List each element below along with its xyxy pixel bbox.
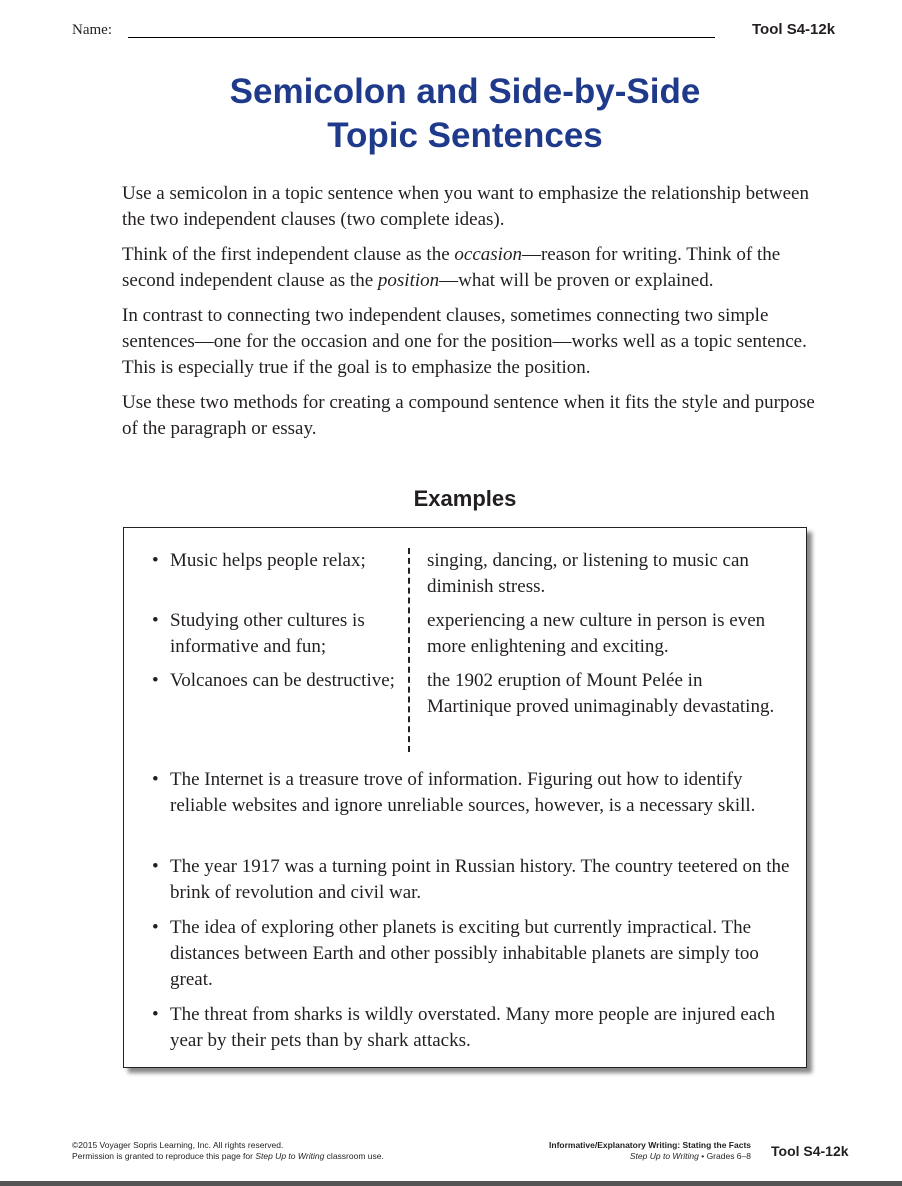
text: Permission is granted to reproduce this page for [72,1151,256,1161]
text: —what will be proven or explained. [439,270,714,291]
intro-paragraph-2 [122,242,822,294]
semicolon-example-clause-1 [152,548,400,574]
bullet: • [152,769,159,790]
side-by-side-example [152,854,790,906]
column-divider [408,548,410,752]
tool-id: Tool S4-12k [752,21,836,38]
side-by-side-example [152,767,790,819]
footer-tool-id: Tool S4-12k [771,1143,849,1159]
clause-text: Volcanoes can be destructive; [170,670,395,691]
product-name: Step Up to Writing [629,1151,699,1161]
bullet: • [152,610,159,631]
footer-copyright [72,1140,384,1162]
examples-heading: Examples [413,486,517,511]
copyright-text: ©2015 Voyager Sopris Learning, Inc. All rights reserved. [72,1140,284,1150]
text: Think of the first independent clause as the [122,244,455,265]
intro-paragraph-3: In contrast to connecting two independent clauses, sometimes connecting two simple sentences—one for the occasion and one for the position—works well as a topic sentence. This is especially true if the goal is to emphasize the position. [122,305,807,378]
name-field-line[interactable] [128,37,715,38]
intro-paragraph-1: Use a semicolon in a topic sentence when you want to emphasize the relationship between the two independent clauses (two complete ideas). [122,183,809,230]
bullet: • [152,1004,159,1025]
text: classroom use. [324,1151,384,1161]
semicolon-example-clause-2: experiencing a new culture in person is even more enlightening and exciting. [427,610,766,657]
product-name: Step Up to Writing [255,1151,325,1161]
bullet: • [152,856,159,877]
semicolon-example-clause-2: the 1902 eruption of Mount Pelée in Martinique proved unimaginably devastating. [427,670,775,717]
title-line-1: Semicolon and Side-by-Side [229,72,701,111]
footer-series [470,1140,751,1162]
bullet: • [152,670,159,691]
grades: • Grades 6–8 [698,1151,751,1161]
bullet: • [152,917,159,938]
emphasis: position [377,270,440,291]
clause-text: Music helps people relax; [170,550,366,571]
semicolon-example-clause-2: singing, dancing, or listening to music can diminish stress. [427,550,749,597]
emphasis: occasion [454,244,522,265]
semicolon-example-clause-1 [152,668,400,694]
example-text: The year 1917 was a turning point in Russian history. The country teetered on the brink of revolution and civil war. [170,856,790,903]
name-label: Name: [72,22,112,38]
title-line-2: Topic Sentences [327,116,603,155]
example-text: The Internet is a treasure trove of information. Figuring out how to identify reliable websites and ignore unreliable sources, however, is a necessary skill. [170,769,756,816]
semicolon-example-clause-1 [152,608,400,660]
clause-text: Studying other cultures is informative and fun; [170,610,365,657]
series-title: Informative/Explanatory Writing: Stating the Facts [549,1140,751,1150]
bottom-bar [0,1181,902,1186]
page-title [0,70,902,158]
bullet: • [152,550,159,571]
text: —reason for writing. Think of the second independent clause as the [122,244,781,291]
intro-paragraph-4: Use these two methods for creating a compound sentence when it fits the style and purpose of the paragraph or essay. [122,392,815,439]
example-text: The threat from sharks is wildly overstated. Many more people are injured each year by their pets than by shark attacks. [170,1004,776,1051]
permission-text [72,1151,384,1162]
side-by-side-example [152,1002,790,1054]
example-text: The idea of exploring other planets is exciting but currently impractical. The distances between Earth and other possibly inhabitable planets are simply too great. [170,917,759,990]
side-by-side-example [152,915,790,993]
product-line [470,1151,751,1162]
